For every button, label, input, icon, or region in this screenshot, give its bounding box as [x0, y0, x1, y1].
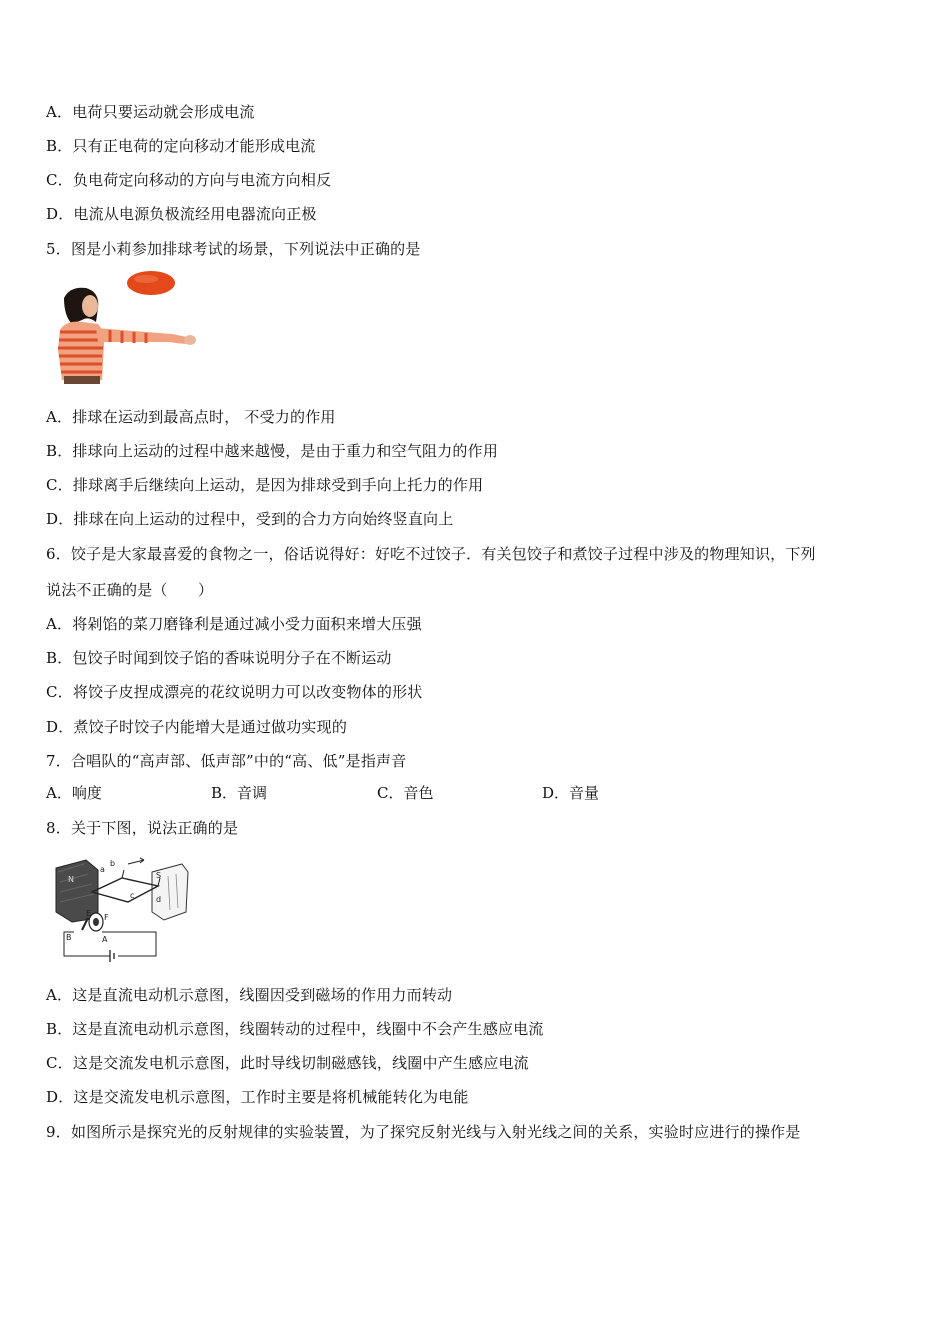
label-a: a	[100, 865, 105, 874]
q4-option-c: C．负电荷定向移动的方向与电流方向相反	[46, 171, 332, 189]
q7-option-a: A．响度	[46, 784, 102, 802]
label-c: c	[130, 891, 135, 900]
q7-option-d: D．音量	[542, 784, 600, 802]
q6-option-b: B．包饺子时闻到饺子馅的香味说明分子在不断运动	[46, 649, 392, 667]
q8-option-b: B．这是直流电动机示意图，线圈转动的过程中，线圈中不会产生感应电流	[46, 1020, 544, 1038]
q6-option-a: A．将剁馅的菜刀磨锋利是通过减小受力面积来增大压强	[46, 615, 422, 633]
q7-option-b: B．音调	[211, 784, 268, 802]
generator-diagram	[52, 852, 192, 968]
label-n: N	[68, 875, 74, 884]
q6-stem-line2: 说法不正确的是（ ）	[46, 581, 214, 599]
label-s: S	[156, 871, 162, 880]
q5-option-d: D．排球在向上运动的过程中，受到的合力方向始终竖直向上	[46, 510, 454, 528]
q9-stem: 9．如图所示是探究光的反射规律的实验装置，为了探究反射光线与入射光线之间的关系，实验时应进行的操作是	[46, 1123, 801, 1141]
label-b: b	[110, 859, 116, 868]
q7-options-row	[46, 783, 746, 803]
label-big-b: B	[66, 933, 72, 942]
q6-option-d: D．煮饺子时饺子内能增大是通过做功实现的	[46, 718, 348, 736]
volleyball	[127, 271, 175, 295]
q5-option-b: B．排球向上运动的过程中越来越慢，是由于重力和空气阻力的作用	[46, 442, 499, 460]
q8-option-a: A．这是直流电动机示意图，线圈因受到磁场的作用力而转动	[46, 986, 453, 1004]
label-big-a: A	[102, 935, 108, 944]
q5-option-c: C．排球离手后继续向上运动，是因为排球受到手向上托力的作用	[46, 476, 484, 494]
q4-option-d: D．电流从电源负极流经用电器流向正极	[46, 205, 317, 223]
label-f: F	[104, 913, 109, 922]
q7-option-c: C．音色	[377, 784, 434, 802]
q6-stem-line1: 6．饺子是大家最喜爱的食物之一，俗话说得好：好吃不过饺子．有关包饺子和煮饺子过程中涉及的物理知识，下列	[46, 545, 816, 563]
q8-option-d: D．这是交流发电机示意图，工作时主要是将机械能转化为电能	[46, 1088, 469, 1106]
q5-option-a: A．排球在运动到最高点时， 不受力的作用	[46, 408, 336, 426]
q8-stem: 8．关于下图，说法正确的是	[46, 819, 239, 837]
label-e: E	[86, 909, 92, 918]
q4-option-b: B．只有正电荷的定向移动才能形成电流	[46, 137, 316, 155]
q5-stem: 5．图是小莉参加排球考试的场景，下列说法中正确的是	[46, 240, 421, 258]
q8-option-c: C．这是交流发电机示意图，此时导线切制磁感钱，线圈中产生感应电流	[46, 1054, 529, 1072]
q4-option-a: A．电荷只要运动就会形成电流	[46, 103, 255, 121]
volleyball-figure	[52, 268, 197, 386]
q6-option-c: C．将饺子皮捏成漂亮的花纹说明力可以改变物体的形状	[46, 683, 423, 701]
q7-stem: 7．合唱队的“高声部、低声部”中的“高、低”是指声音	[46, 752, 407, 770]
label-d: d	[156, 895, 162, 904]
